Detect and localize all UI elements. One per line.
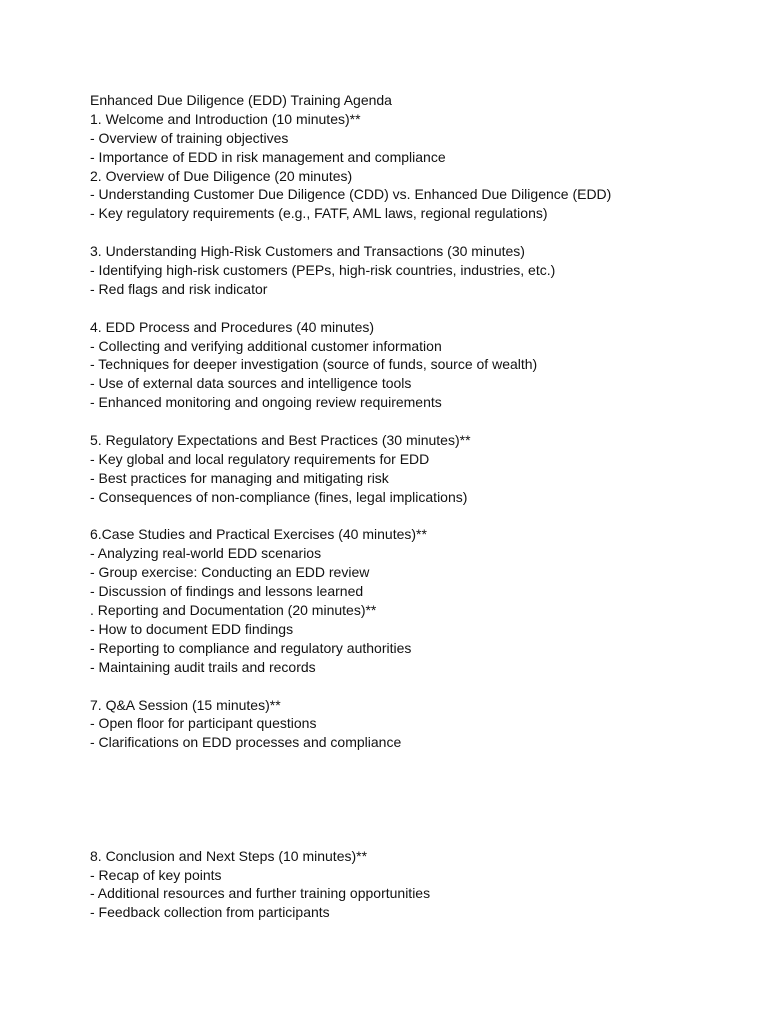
list-item: - Analyzing real-world EDD scenarios xyxy=(90,545,322,562)
document-body xyxy=(90,91,750,922)
list-item: - Clarifications on EDD processes and compliance xyxy=(90,734,402,751)
list-item: - Maintaining audit trails and records xyxy=(90,658,316,675)
section-heading: 4. EDD Process and Procedures (40 minutes) xyxy=(90,318,375,335)
section-heading: . Reporting and Documentation (20 minutes)** xyxy=(90,602,377,619)
section-heading: 6.Case Studies and Practical Exercises (40 minutes)** xyxy=(90,526,427,543)
blank-space xyxy=(90,752,750,847)
section-heading: 7. Q&A Session (15 minutes)** xyxy=(90,696,281,713)
list-item: - Enhanced monitoring and ongoing review requirements xyxy=(90,394,442,411)
list-item: - Discussion of findings and lessons learned xyxy=(90,583,364,600)
blank-line xyxy=(90,299,750,318)
list-item: - Use of external data sources and intelligence tools xyxy=(90,375,412,392)
list-item: - Identifying high-risk customers (PEPs, high-risk countries, industries, etc.) xyxy=(90,262,556,279)
list-item: - Techniques for deeper investigation (source of funds, source of wealth) xyxy=(90,356,538,373)
section-heading: 3. Understanding High-Risk Customers and Transactions (30 minutes) xyxy=(90,243,525,260)
list-item: - How to document EDD findings xyxy=(90,620,294,637)
blank-line xyxy=(90,412,750,431)
list-item: - Open floor for participant questions xyxy=(90,715,317,732)
list-item: - Consequences of non-compliance (fines, legal implications) xyxy=(90,488,468,505)
list-item: - Group exercise: Conducting an EDD review xyxy=(90,564,370,581)
blank-line xyxy=(90,677,750,696)
list-item: - Understanding Customer Due Diligence (CDD) vs. Enhanced Due Diligence (EDD) xyxy=(90,186,612,203)
list-item: - Additional resources and further training opportunities xyxy=(90,885,431,902)
list-item: - Overview of training objectives xyxy=(90,129,289,146)
blank-line xyxy=(90,507,750,526)
list-item: - Recap of key points xyxy=(90,866,222,883)
document-title: Enhanced Due Diligence (EDD) Training Agenda xyxy=(90,92,392,108)
section-heading: 8. Conclusion and Next Steps (10 minutes)** xyxy=(90,847,368,864)
list-item: - Red flags and risk indicator xyxy=(90,280,268,297)
list-item: - Reporting to compliance and regulatory authorities xyxy=(90,639,412,656)
list-item: - Collecting and verifying additional customer information xyxy=(90,337,442,354)
list-item: - Key global and local regulatory requirements for EDD xyxy=(90,450,430,467)
blank-line xyxy=(90,223,750,242)
list-item: - Feedback collection from participants xyxy=(90,904,330,921)
section-heading: 2. Overview of Due Diligence (20 minutes) xyxy=(90,167,353,184)
list-item: - Importance of EDD in risk management and compliance xyxy=(90,148,446,165)
section-heading: 1. Welcome and Introduction (10 minutes)** xyxy=(90,110,361,127)
section-heading: 5. Regulatory Expectations and Best Practices (30 minutes)** xyxy=(90,432,471,449)
list-item: - Key regulatory requirements (e.g., FATF, AML laws, regional regulations) xyxy=(90,205,548,222)
list-item: - Best practices for managing and mitigating risk xyxy=(90,469,389,486)
